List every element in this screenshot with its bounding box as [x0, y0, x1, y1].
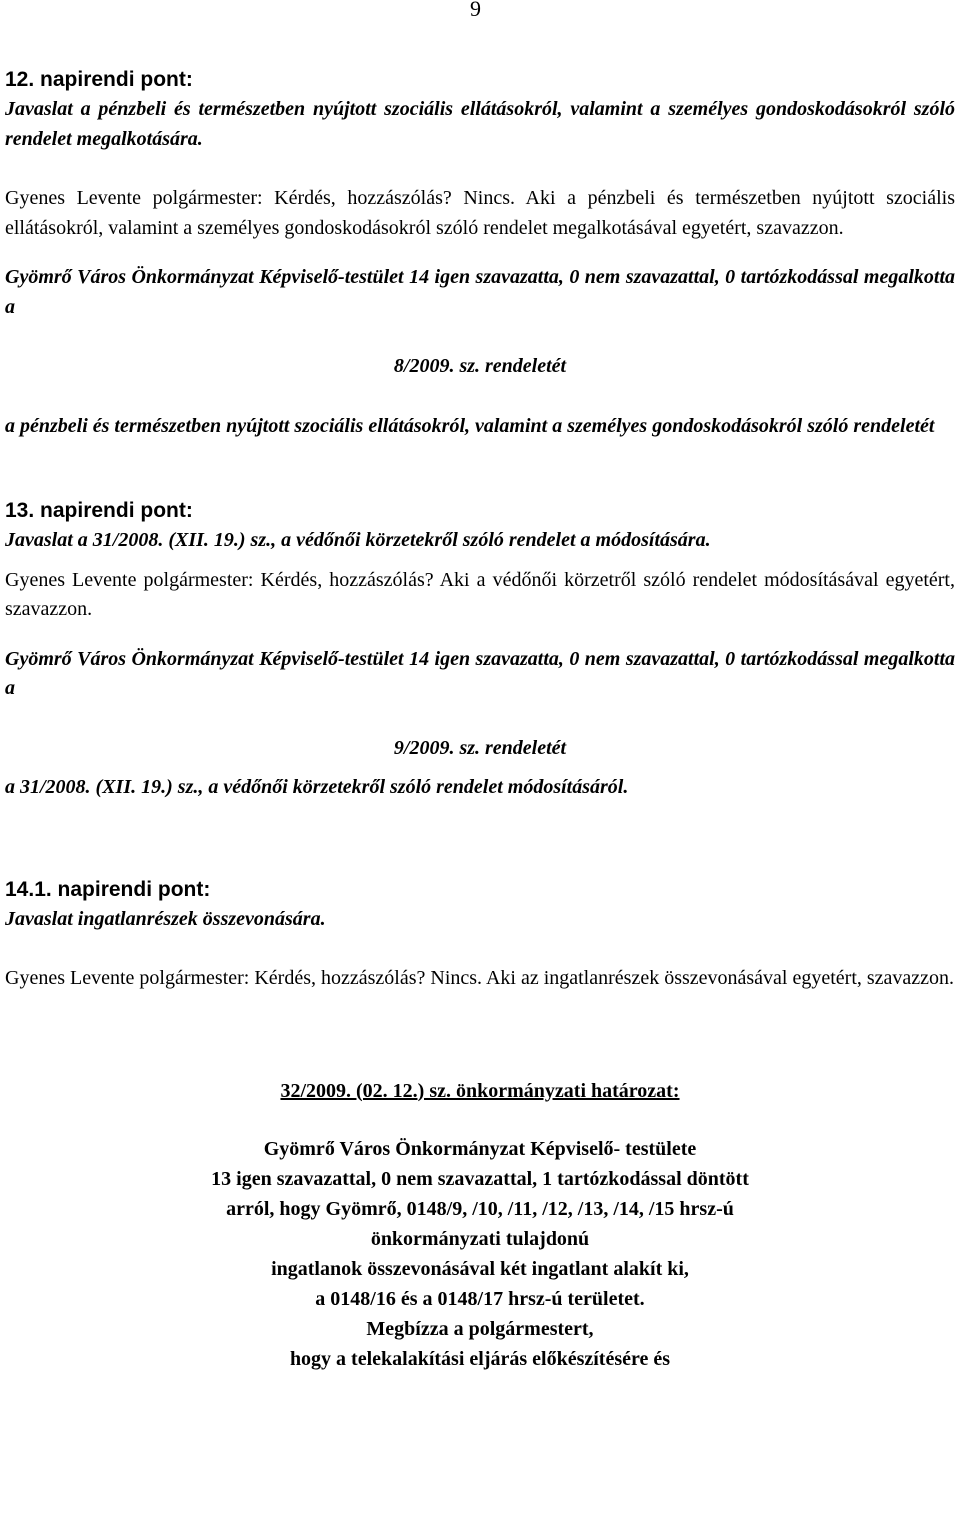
resolution-line: Megbízza a polgármestert,	[366, 1317, 594, 1340]
resolution-line: Gyömrő Város Önkormányzat Képviselő- testülete	[263, 1137, 697, 1160]
resolution-line: önkormányzati tulajdonú	[370, 1227, 590, 1250]
section-12-heading: 12. napirendi pont:	[5, 68, 193, 91]
section-12-title: Javaslat a pénzbeli és természetben nyújtott szociális ellátásokról, valamint a személyes gondoskodásokról szóló rendelet megalkotására.	[5, 98, 955, 150]
resolution-line: 13 igen szavazattal, 0 nem szavazattal, 1 tartózkodással döntött	[211, 1167, 749, 1190]
document-body	[5, 65, 955, 1374]
section-14-title: Javaslat ingatlanrészek összevonására.	[5, 907, 326, 930]
resolution-line: ingatlanok összevonásával két ingatlant alakít ki,	[271, 1257, 689, 1280]
section-12-decree-subject: a pénzbeli és természetben nyújtott szociális ellátásokról, valamint a személyes gondoskodásokról szóló rendeletét	[5, 414, 935, 437]
speaker-label: Gyenes Levente polgármester:	[5, 187, 263, 209]
section-13-decree-number: 9/2009. sz. rendeletét	[393, 736, 567, 759]
section-13-speech	[5, 566, 955, 625]
resolution-line: hogy a telekalakítási eljárás előkészítésére és	[289, 1347, 671, 1370]
section-12-decree-number: 8/2009. sz. rendeletét	[393, 355, 567, 377]
speaker-label: Gyenes Levente polgármester:	[5, 568, 254, 591]
section-14-speech	[5, 964, 955, 994]
page-number: 9	[470, 0, 481, 21]
section-12-speech	[5, 184, 955, 243]
resolution-block	[5, 1076, 955, 1374]
speech-text: Kérdés, hozzászólás? Nincs. Aki az ingatlanrészek összevonásával egyetért, szavazzon.	[249, 967, 955, 989]
section-13-decree-subject: a 31/2008. (XII. 19.) sz., a védőnői körzetekről szóló rendelet módosításáról.	[5, 776, 629, 798]
section-13-title: Javaslat a 31/2008. (XII. 19.) sz., a védőnői körzetekről szóló rendelet a módosítására.	[5, 529, 711, 551]
section-13-vote: Gyömrő Város Önkormányzat Képviselő-testület 14 igen szavazatta, 0 nem szavazattal, 0 tartózkodással megalkotta a	[5, 647, 955, 699]
section-12-vote: Gyömrő Város Önkormányzat Képviselő-testület 14 igen szavazatta, 0 nem szavazattal, 0 tartózkodással megalkotta a	[5, 266, 955, 318]
resolution-line: arról, hogy Gyömrő, 0148/9, /10, /11, /12, /13, /14, /15 hrsz-ú	[226, 1197, 734, 1220]
resolution-line: a 0148/16 és a 0148/17 hrsz-ú területet.	[315, 1287, 645, 1310]
speech-text: Kérdés, hozzászólás? Nincs. Aki a pénzbeli és természetben nyújtott szociális ellátásokról, valamint a személyes gondoskodásokról szóló rendelet megalkotásával egyetért, szavazzon.	[5, 187, 955, 239]
speaker-label: Gyenes Levente polgármester:	[5, 967, 250, 989]
section-13-heading: 13. napirendi pont:	[5, 499, 193, 522]
speech-text: Kérdés, hozzászólás? Aki a védőnői körzetről szóló rendelet módosításával egyetért, szavazzon.	[5, 568, 955, 620]
resolution-title: 32/2009. (02. 12.) sz. önkormányzati határozat:	[280, 1079, 680, 1102]
section-14-heading: 14.1. napirendi pont:	[5, 877, 211, 901]
